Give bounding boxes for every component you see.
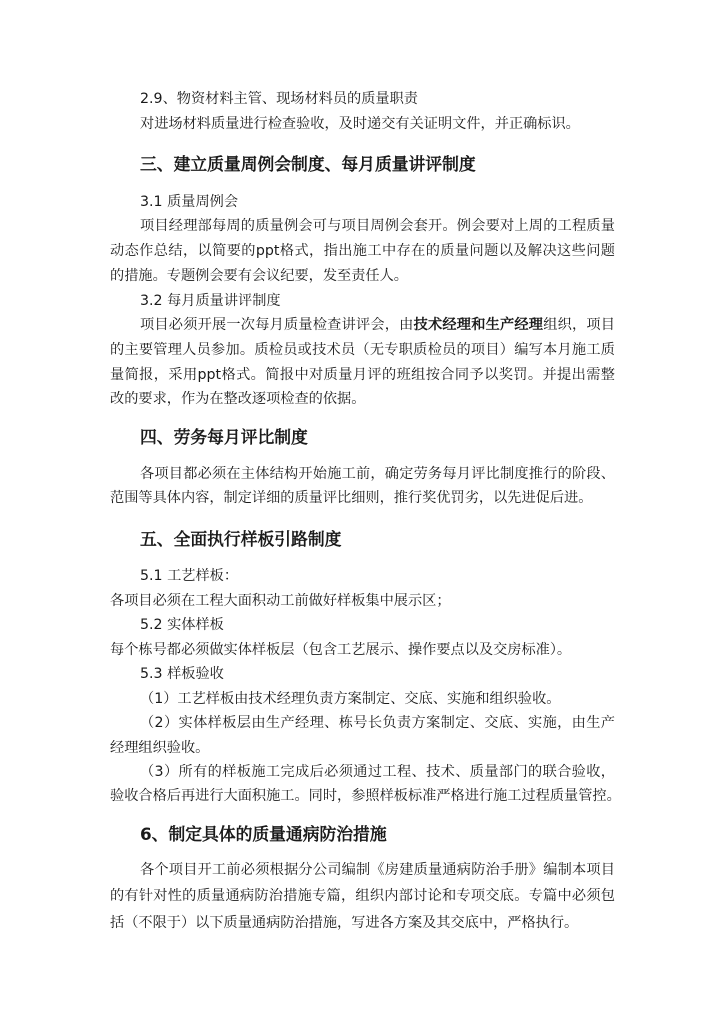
section-5-heading: 五、全面执行样板引路制度 [140, 529, 342, 549]
section-5-3-item-3-line-2: 验收合格后再进行大面积施工。同时，参照样板标准严格进行施工过程质量管控。 [110, 788, 621, 804]
section-3-1-line-1: 项目经理部每周的质量例会可与项目周例会套开。例会要对上周的工程质量 [140, 218, 615, 234]
section-3-2-text-a: 项目必须开展一次每月质量检查讲评会，由 [140, 317, 414, 333]
section-5-1-body: 各项目必须在工程大面积动工前做好样板集中展示区； [110, 593, 451, 609]
section-6-heading: 6、制定具体的质量通病防治措施 [140, 824, 387, 844]
section-3-2-line-4: 改的要求，作为在整改逐项检查的依据。 [110, 391, 366, 407]
section-5-3-title: 5.3 样板验收 [140, 666, 224, 682]
section-6-line-3: 括（不限于）以下质量通病防治措施，写进各方案及其交底中，严格执行。 [110, 915, 579, 931]
section-4-heading: 四、劳务每月评比制度 [140, 427, 308, 447]
section-3-2-line-1 [140, 315, 615, 335]
section-5-3-item-1: （1）工艺样板由技术经理负责方案制定、交底、实施和组织验收。 [140, 691, 561, 707]
section-3-1-line-2: 动态作总结，以简要的ppt格式，指出施工中存在的质量问题以及解决这些问题 [110, 243, 615, 259]
section-3-2-emphasis: 技术经理和生产经理 [413, 317, 544, 333]
section-5-3-item-2-line-2: 经理组织验收。 [110, 740, 210, 756]
section-3-2-text-c: 组织，项目 [543, 317, 615, 333]
section-4-line-1: 各项目都必须在主体结构开始施工前，确定劳务每月评比制度推行的阶段、 [140, 466, 615, 482]
section-3-2-title: 3.2 每月质量讲评制度 [140, 293, 281, 309]
section-3-2-line-3: 量简报，采用ppt格式。简报中对质量月评的班组按合同予以奖罚。并提出需整 [110, 367, 615, 383]
section-5-2-title: 5.2 实体样板 [140, 617, 224, 633]
section-3-1-line-3: 的措施。专题例会要有会议纪要，发至责任人。 [110, 268, 408, 284]
section-2-9-body: 对进场材料质量进行检查验收，及时递交有关证明文件，并正确标识。 [140, 116, 580, 132]
section-2-9-title: 2.9、物资材料主管、现场材料员的质量职责 [140, 91, 418, 107]
section-6-line-1: 各个项目开工前必须根据分公司编制《房建质量通病防治手册》编制本项目 [140, 862, 615, 878]
section-5-2-body: 每个栋号都必须做实体样板层（包含工艺展示、操作要点以及交房标准）。 [110, 642, 572, 658]
section-5-3-item-2-line-1: （2）实体样板层由生产经理、栋号长负责方案制定、交底、实施，由生产 [140, 715, 615, 731]
section-4-line-2: 范围等具体内容，制定详细的质量评比细则，推行奖优罚劣，以先进促后进。 [110, 490, 593, 506]
section-5-1-title: 5.1 工艺样板： [140, 568, 239, 584]
section-5-3-item-3-line-1: （3）所有的样板施工完成后必须通过工程、技术、质量部门的联合验收， [140, 764, 615, 780]
section-3-2-line-2: 的主要管理人员参加。质检员或技术员（无专职质检员的项目）编写本月施工质 [110, 342, 615, 358]
section-6-line-2: 的有针对性的质量通病防治措施专篇，组织内部讨论和专项交底。专篇中必须包 [110, 888, 615, 904]
section-3-1-title: 3.1 质量周例会 [140, 194, 239, 210]
section-3-heading: 三、建立质量周例会制度、每月质量讲评制度 [140, 154, 476, 174]
